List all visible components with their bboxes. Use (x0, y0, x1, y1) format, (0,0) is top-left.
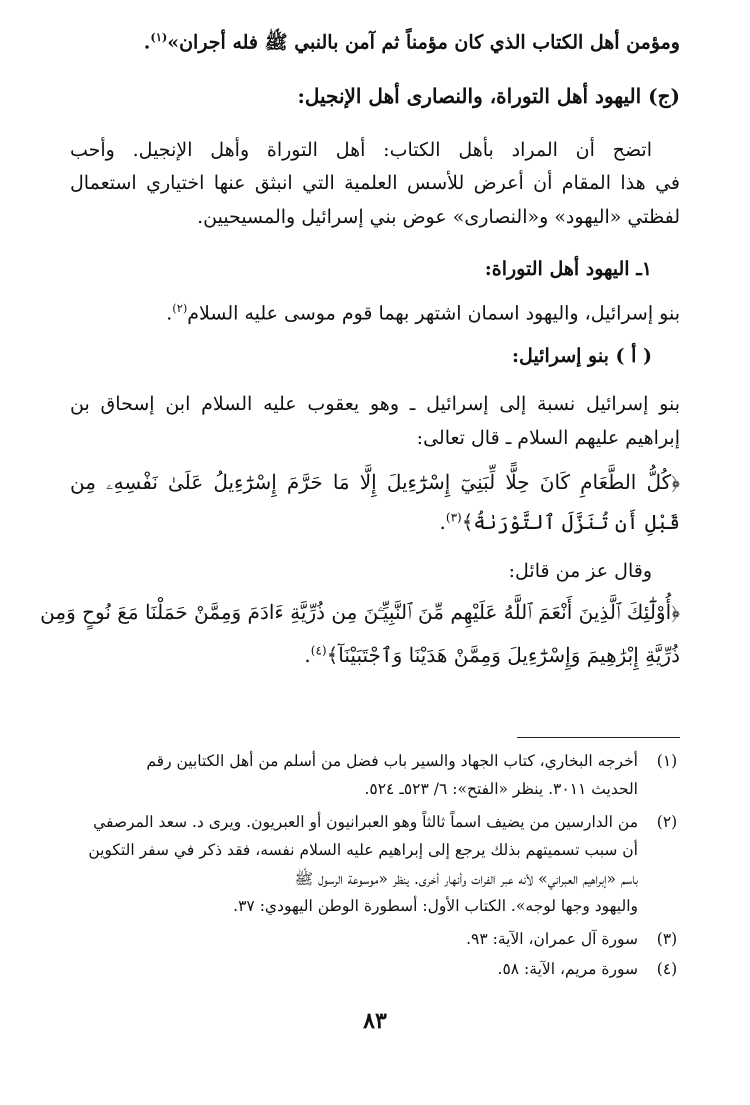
footnote-1-number: (١) (656, 752, 678, 770)
footnote-4-number: (٤) (656, 960, 678, 978)
paragraph-3-line-2: إبراهيم عليهم السلام ـ قال تعالى: (416, 427, 680, 449)
section-heading-c: (ج) اليهود أهل التوراة، والنصارى أهل الإنجيل: (297, 84, 680, 108)
subheading-bani-israil: ( أ ) بنو إسرائيل: (512, 345, 652, 367)
footnote-ref-2[interactable]: (٢) (172, 301, 188, 315)
verse-2-line-2: ذُرِّيَّةِ إِبْرَٰهِيمَ وَإِسْرَٰٓءِيلَ وَمِمَّنْ هَدَيْنَا وَٱجْتَبَيْنَآ﴾$^{(٤)}$. (304, 643, 680, 667)
paragraph-2: بنو إسرائيل، واليهود اسمان اشتهر بهما قوم موسى عليه السلام$^{(٢)}$. (166, 301, 680, 325)
paragraph-1-line-3: لفظتي «اليهود» و«النصارى» عوض بني إسرائيل والمسيحيين. (197, 206, 680, 228)
verse-1-line-1: ﴿كُلُّ الطَّعَامِ كَانَ حِلًّا لِّبَنِيٓ إِسْرَٰٓءِيلَ إِلَّا مَا حَرَّمَ إِسْرَٰٓءِيلُ عَلَىٰ نَفْسِهِۦ مِن (70, 470, 680, 494)
paragraph-3-line-1: بنو إسرائيل نسبة إلى إسرائيل ـ وهو يعقوب عليه السلام ابن إسحاق بن (70, 393, 680, 415)
footnote-3-number: (٣) (656, 930, 678, 948)
top-line-text: ومؤمن أهل الكتاب الذي كان مؤمناً ثم آمن بالنبي ﷺ فله أجران» (167, 31, 680, 54)
footnote-ref-4[interactable]: (٤) (310, 643, 327, 658)
verse-2-line-1: ﴿أُوْلَٰٓئِكَ ٱلَّذِينَ أَنْعَمَ ٱللَّهُ عَلَيْهِم مِّنَ ٱلنَّبِيِّـۧنَ مِن ذُرِّيَّةِ ءَادَمَ وَمِمَّنْ حَمَلْنَا مَعَ نُوحٍ وَمِن (40, 600, 680, 624)
paragraph-4: وقال عز من قائل: (508, 560, 652, 582)
paragraph-1-line-2: في هذا المقام أن أعرض للأسس العلمية التي انبثق عنها اختياري استعمال (70, 172, 680, 194)
footnote-ref-1[interactable]: (١) (150, 30, 168, 44)
paragraph-1-line-1: اتضح أن المراد بأهل الكتاب: أهل التوراة وأهل الإنجيل. وأحب (70, 139, 652, 161)
footnote-ref-3[interactable]: (٣) (445, 510, 462, 525)
subheading-jews: ١ـ اليهود أهل التوراة: (484, 258, 652, 280)
page-number: ٨٣ (363, 1008, 387, 1034)
footnote-2-number: (٢) (656, 813, 678, 831)
top-line: ومؤمن أهل الكتاب الذي كان مؤمناً ثم آمن بالنبي ﷺ فله أجران»$^{(١)}$. (143, 30, 680, 54)
verse-1-line-2: قَبْلِ أَن تُنَزَّلَ ٱلتَّوْرَىٰةُ﴾$^{(٣)}$. (439, 510, 680, 534)
footnote-divider (517, 737, 680, 738)
